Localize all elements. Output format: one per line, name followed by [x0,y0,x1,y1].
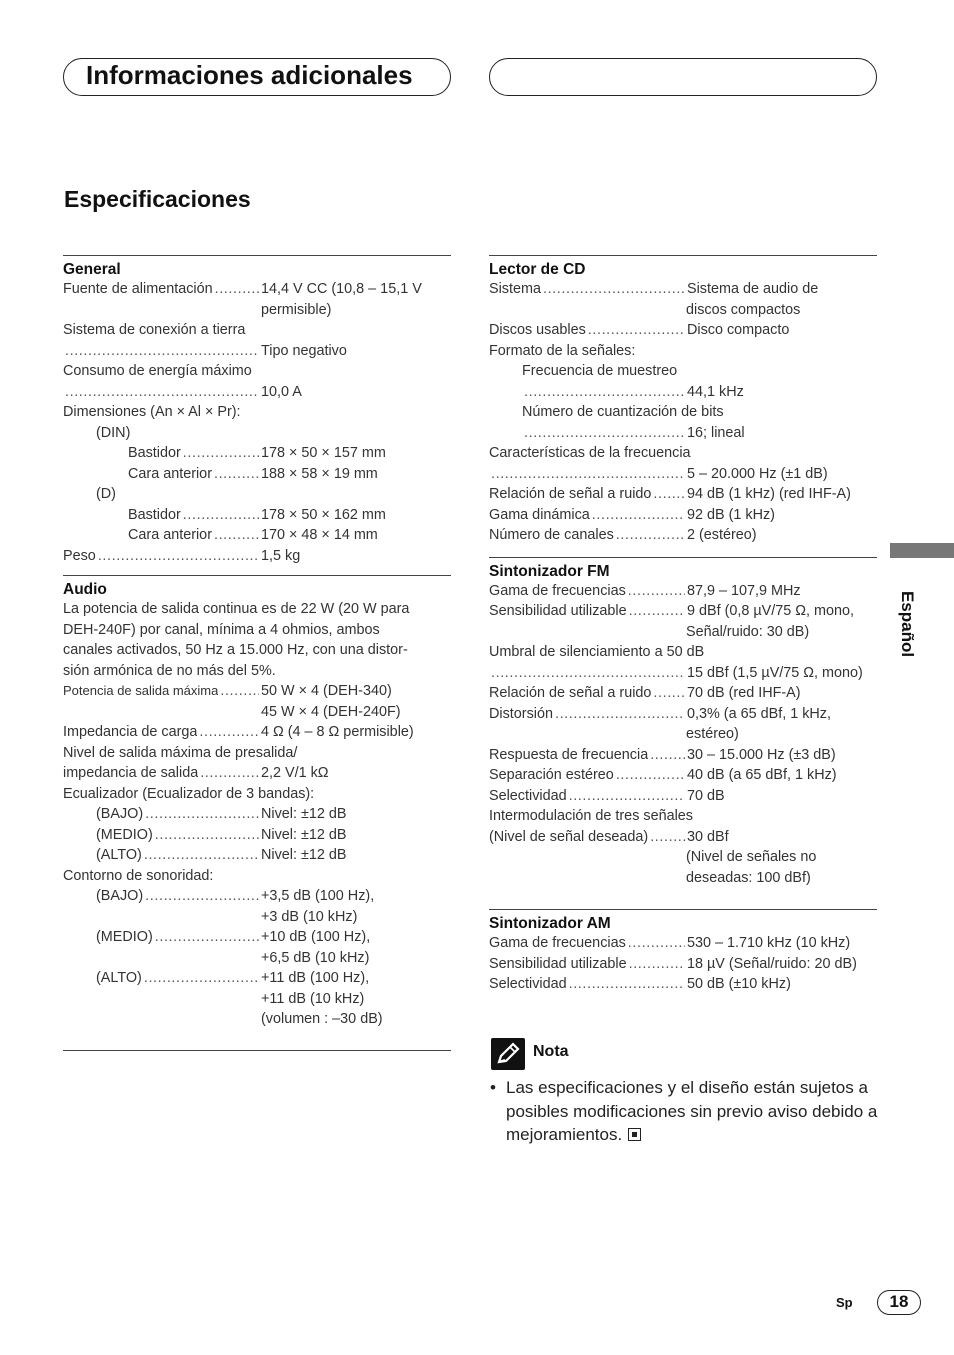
spec-row-cuantizacion: ..... 16; lineal [489,423,877,444]
audio-intro-line: canales activados, 50 Hz a 15.000 Hz, con una distor- [63,642,408,658]
spec-row-sistema: Sistema ..... Sistema de audio de [489,279,877,300]
spec-row-c-bajo: (BAJO) ..... +3,5 dB (100 Hz), [63,886,451,907]
spec-row-d-cara: Cara anterior ..... 170 × 48 × 14 mm [63,525,451,546]
divider [63,1050,451,1051]
spec-row-discos: Discos usables ..... Disco compacto [489,320,877,341]
spec-cont: +6,5 dB (10 kHz) [261,949,370,966]
right-column [489,255,877,995]
divider [489,909,877,910]
page-number: 18 [877,1290,921,1315]
spec-cont: discos compactos [686,301,801,318]
fm-title: Sintonizador FM [489,562,610,580]
spec-cont: Señal/ruido: 30 dB) [686,623,810,640]
audio-title: Audio [63,581,107,598]
divider [63,575,451,576]
spec-row-fm-sens: Sensibilidad utilizable ..... 9 dBf (0,8 µV/75 Ω, mono, [489,601,877,622]
spec-label-umbral: Umbral de silenciamiento a 50 dB [489,644,705,660]
spec-row-c-alto: (ALTO) ..... +11 dB (100 Hz), [63,968,451,989]
spec-row-din-bastidor: Bastidor ..... 178 × 50 × 157 mm [63,443,451,464]
spec-row-impedancia: Impedancia de carga ..... 4 Ω (4 – 8 Ω permisible) [63,722,451,743]
general-group [63,260,451,566]
spec-row-snr: Relación de señal a ruido ..... 94 dB (1 kHz) (red IHF-A) [489,484,877,505]
spec-d: (D) [96,486,116,502]
bullet-icon: • [490,1078,496,1097]
spec-row-fuente: Fuente de alimentación ..... 14,4 V CC (10,8 – 15,1 V [63,279,451,300]
spec-label-contorno: Contorno de sonoridad: [63,867,214,884]
spec-row-d-bastidor: Bastidor ..... 178 × 50 × 162 mm [63,505,451,526]
note-pencil-icon [491,1038,525,1070]
note-title: Nota [533,1043,569,1060]
spec-row-fm-gama: Gama de frecuencias ..... 87,9 – 107,9 MHz [489,581,877,602]
note-text: Las especificaciones y el diseño están sujetos a posibles modificaciones sin previo aviso debido a mejoramientos. [506,1078,878,1144]
spec-row-fm-sel: Selectividad ..... 70 dB [489,786,877,807]
am-group [489,914,877,995]
spec-label-cuantizacion: Número de cuantización de bits [522,404,724,420]
divider [63,255,451,256]
spec-row-am-sel: Selectividad ..... 50 dB (±10 kHz) [489,974,877,995]
divider [489,557,877,558]
spec-row-muestreo: ..... 44,1 kHz [489,382,877,403]
spec-row-resp: Respuesta de frecuencia ..... 30 – 15.000 Hz (±3 dB) [489,745,877,766]
spec-label-dimensiones: Dimensiones (An × Al × Pr): [63,404,241,420]
spec-row-eq-alto: (ALTO) ..... Nivel: ±12 dB [63,845,451,866]
spec-row-eq-bajo: (BAJO) ..... Nivel: ±12 dB [63,804,451,825]
section-title: Especificaciones [64,186,251,212]
footer-language: Sp [836,1295,853,1310]
end-mark-icon [628,1128,641,1141]
audio-intro-line: DEH-240F) por canal, mínima a 4 ohmios, ambos [63,621,380,638]
left-column [63,255,451,1051]
spec-row-din-cara: Cara anterior ..... 188 × 58 × 19 mm [63,464,451,485]
cd-group [489,260,877,546]
note-item [490,1076,880,1147]
spec-row-umbral: ..... 15 dBf (1,5 µV/75 Ω, mono) [489,663,877,684]
spec-row-tierra: ..... Tipo negativo [63,341,451,362]
am-title: Sintonizador AM [489,915,611,932]
spec-cont: +3 dB (10 kHz) [261,908,358,925]
spec-label-consumo: Consumo de energía máximo [63,363,252,379]
divider [489,255,877,256]
language-side-label: Español [898,590,917,658]
language-tab-marker [890,543,954,558]
spec-label-inter: Intermodulación de tres señales [489,808,693,824]
spec-row-fm-snr: Relación de señal a ruido ..... 70 dB (red IHF-A) [489,683,877,704]
spec-row-dist: Distorsión ..... 0,3% (a 65 dBf, 1 kHz, [489,704,877,725]
page-header-title: Informaciones adicionales [86,60,413,90]
spec-din: (DIN) [96,424,131,441]
spec-row-c-medio: (MEDIO) ..... +10 dB (100 Hz), [63,927,451,948]
spec-row-consumo: ..... 10,0 A [63,382,451,403]
fm-group [489,562,877,889]
spec-row-gama: Gama dinámica ..... 92 dB (1 kHz) [489,505,877,526]
spec-row-caract: ..... 5 – 20.000 Hz (±1 dB) [489,464,877,485]
spec-row-canales: Número de canales ..... 2 (estéreo) [489,525,877,546]
spec-label-ecualizador: Ecualizador (Ecualizador de 3 bandas): [63,785,315,802]
spec-label-presalida: Nivel de salida máxima de presalida/ [63,744,298,761]
spec-cont: estéreo) [686,726,739,742]
spec-label-caract: Características de la frecuencia [489,445,691,461]
spec-row-presalida: impedancia de salida ..... 2,2 V/1 kΩ [63,763,451,784]
spec-cont: permisible) [261,301,332,318]
spec-row-potencia: Potencia de salida máxima ..... 50 W × 4 (DEH-340) [63,681,451,702]
audio-intro-line: La potencia de salida continua es de 22 W (20 W para [63,601,410,617]
spec-row-nivel: (Nivel de señal deseada) ..... 30 dBf [489,827,877,848]
spec-row-peso: Peso ..... 1,5 kg [63,546,451,567]
spec-label-tierra: Sistema de conexión a tierra [63,322,246,338]
spec-label-muestreo: Frecuencia de muestreo [522,363,678,379]
spec-row-sep: Separación estéreo ..... 40 dB (a 65 dBf, 1 kHz) [489,765,877,786]
spec-row-am-sens: Sensibilidad utilizable ..... 18 µV (Señal/ruido: 20 dB) [489,954,877,975]
header-empty-frame [489,58,877,96]
spec-cont: (volumen : –30 dB) [261,1011,383,1027]
spec-cont: (Nivel de señales no [686,849,817,865]
spec-label-formato: Formato de la señales: [489,342,636,359]
spec-cont: 45 W × 4 (DEH-240F) [261,703,401,720]
spec-cont: +11 dB (10 kHz) [261,990,365,1007]
audio-group [63,580,451,1030]
audio-intro-line: sión armónica de no más del 5%. [63,662,276,679]
spec-row-eq-medio: (MEDIO) ..... Nivel: ±12 dB [63,825,451,846]
spec-cont: deseadas: 100 dBf) [686,869,811,886]
general-title: General [63,261,121,278]
spec-row-am-gama: Gama de frecuencias ..... 530 – 1.710 kHz (10 kHz) [489,933,877,954]
cd-title: Lector de CD [489,261,586,278]
